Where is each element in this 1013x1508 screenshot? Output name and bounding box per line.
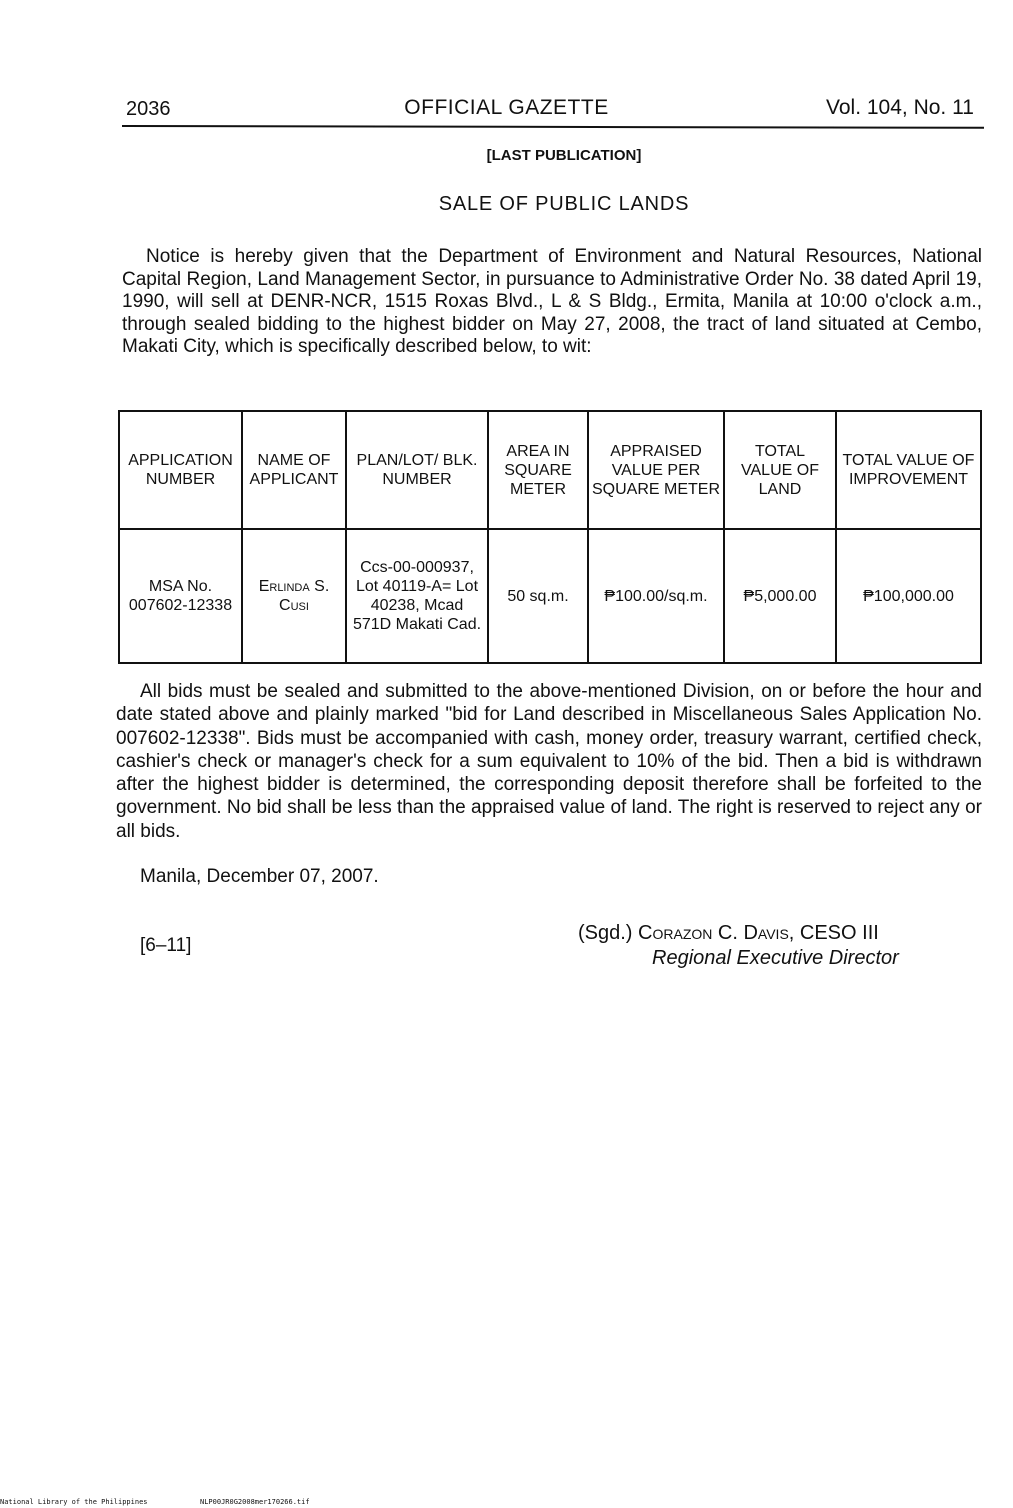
cell-application-number: MSA No. 007602-12338 (119, 529, 242, 663)
footer-file-id: NLP00JR0G2008mer170266.tif (200, 1498, 310, 1506)
header-plan-lot: PLAN/LOT/ BLK. NUMBER (346, 411, 488, 529)
bid-terms: All bids must be sealed and submitted to the above-mentioned Division, on or before the hour and date stated above and plainly marked "bid for Land described in Miscellaneous Sales Application No. 007602-12338". Bids must be accompanied with cash, money order, treasury warrant, certified check, cashier's check or manager's check for a sum equivalent to 10% of the bid. Then a bid is withdrawn after the highest bidder is determined, the corresponding deposit therefore shall be forfeited to the government. No bid shall be less than the appraised value of land. The right is reserved to reject any or all bids. (116, 681, 982, 842)
volume-number: Vol. 104, No. 11 (826, 96, 974, 119)
header-application-number: APPLICATION NUMBER (119, 411, 242, 529)
header-total-value-improvement: TOTAL VALUE OF IMPROVEMENT (836, 411, 981, 529)
footer-library: National Library of the Philippines (0, 1498, 148, 1506)
notice-title: SALE OF PUBLIC LANDS (438, 193, 690, 215)
header-area: AREA IN SQUARE METER (488, 411, 588, 529)
notice-intro: Notice is hereby given that the Department of Environment and Natural Resources, National Capital Region, Land Management Sector, in pursuance to Administrative Order No. 38 dated April 19, 1990, will sell at DENR-NCR, 1515 Roxas Blvd., L & S Bldg., Ermita, Manila at 10:00 o'clock a.m., through sealed bidding to the highest bidder on May 27, 2008, the tract of land situated at Cembo, Makati City, which is specifically described below, to wit: (122, 246, 982, 357)
cell-applicant: Erlinda S. Cusi (242, 529, 346, 663)
cell-area: 50 sq.m. (488, 529, 588, 663)
header-name-of-applicant: NAME OF APPLICANT (242, 411, 346, 529)
table-row (119, 529, 981, 663)
signed-label: (Sgd.) (578, 922, 633, 944)
cell-total-improvement: ₱100,000.00 (836, 529, 981, 663)
cell-appraised-value: ₱100.00/sq.m. (588, 529, 724, 663)
signatory (578, 922, 879, 945)
cell-total-land: ₱5,000.00 (724, 529, 836, 663)
table-header-row (119, 411, 981, 529)
cell-plan-lot: Ccs-00-000937, Lot 40119-A= Lot 40238, Mcad 571D Makati Cad. (346, 529, 488, 663)
land-table (118, 410, 982, 664)
publication-label: [LAST PUBLICATION] (486, 147, 642, 164)
signatory-title: Regional Executive Director (652, 947, 899, 969)
reference-code: [6–11] (140, 935, 192, 956)
gazette-title: OFFICIAL GAZETTE (404, 96, 609, 119)
header-total-value-land: TOTAL VALUE OF LAND (724, 411, 836, 529)
signatory-name: Corazon C. Davis, CESO III (638, 922, 879, 944)
header-rule (122, 125, 984, 129)
header-appraised-value: APPRAISED VALUE PER SQUARE METER (588, 411, 724, 529)
page-number: 2036 (126, 98, 171, 120)
place-date: Manila, December 07, 2007. (140, 866, 379, 887)
